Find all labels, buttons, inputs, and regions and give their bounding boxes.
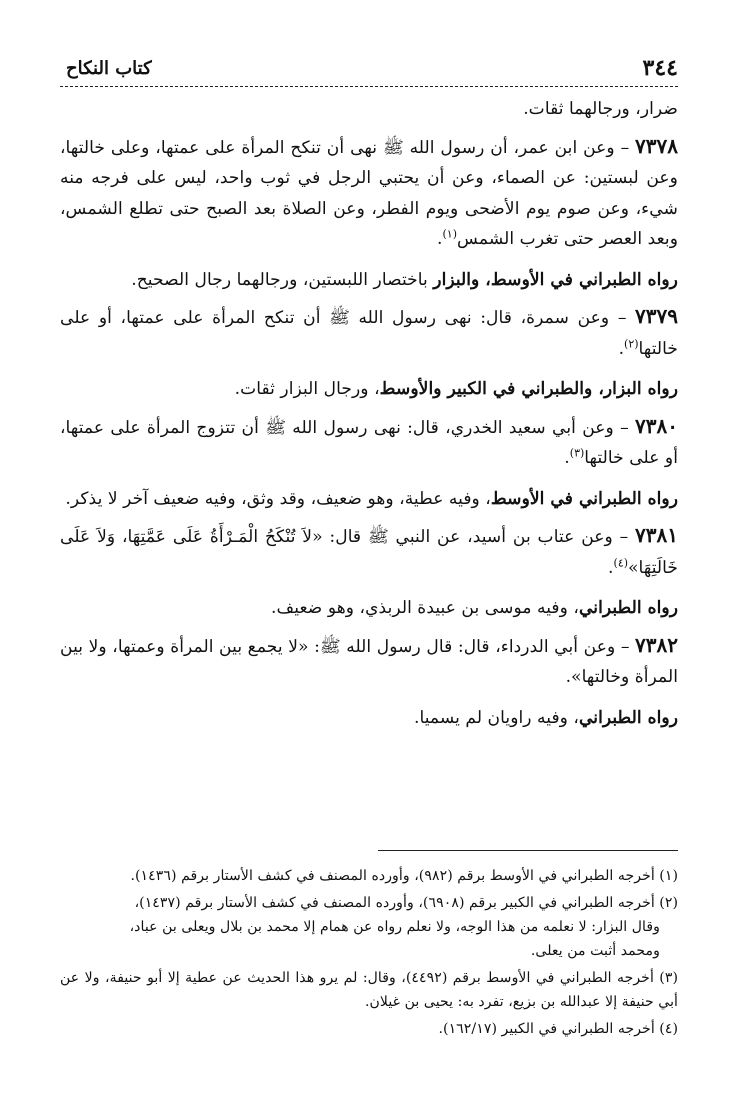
hadith-text: – وعن عتاب بن أسيد، عن النبي ﷺ قال: «لاَ تُنْكَحُ الْمَـرْأَةُ عَلَى عَمَّتِهَا، وَلاَ عَلَى خَالَتِهَا» — [60, 527, 678, 578]
footnote-2-continuation: وقال البزار: لا نعلمه من هذا الوجه، ولا نعلم رواه عن همام إلا محمد بن بلال ويعلى بن عباد، — [129, 919, 660, 935]
source-bold: رواه الطبراني في الأوسط، والبزار — [433, 269, 678, 290]
hadith-source — [60, 265, 678, 296]
page-header — [60, 50, 678, 87]
hadith-number: ٧٣٨٢ — [635, 632, 678, 657]
source-text: ، وفيه موسى بن عبيدة الربذي، وهو ضعيف. — [271, 598, 579, 618]
source-bold: رواه البزار، والطبراني في الكبير والأوسط — [379, 379, 678, 399]
hadith-7382 — [60, 630, 678, 693]
hadith-7380: ٧٣٨٠ – وعن أبي سعيد الخدري، قال: نهى رسول الله ﷺ أن تتزوج المرأة على عمتها، أو على خالتها$^{(٣)}$. — [60, 413, 679, 468]
footnote-2: (٢) أخرجه الطبراني في الكبير برقم (٦٩٠٨)، وأورده المصنف في كشف الأستار برقم (١٤٣٧)، — [134, 895, 678, 911]
hadith-number: ٧٣٧٩ — [635, 304, 678, 328]
page-number: ٣٤٤ — [642, 55, 678, 81]
source-text: ، وفيه راويان لم يسميا. — [414, 707, 579, 728]
footnote-4: (٤) أخرجه الطبراني في الكبير (١٦٢/١٧). — [438, 1021, 678, 1037]
footnote-ref: (٤) — [613, 555, 629, 569]
hadith-source — [60, 374, 678, 405]
hadith-number: ٧٣٨١ — [635, 523, 678, 547]
source-text: ، وفيه عطية، وهو ضعيف، وقد وثق، وفيه ضعيف آخر لا يذكر. — [65, 488, 491, 509]
hadith-number: ٧٣٧٨ — [635, 133, 678, 158]
footnote-3: (٣) أخرجه الطبراني في الأوسط برقم (٤٤٩٢)، وقال: لم يرو هذا الحديث عن عطية إلا أبو حنيفة، ولا عن أبي حنيفة إلا عبدالله بن بزيع، تفرد به: يحيى بن غيلان. — [60, 970, 679, 1010]
footnote-2-continuation: ومحمد أثبت من يعلى. — [530, 943, 660, 959]
page — [60, 50, 678, 1060]
footnote-1: (١) أخرجه الطبراني في الأوسط برقم (٩٨٢)، وأورده المصنف في كشف الأستار برقم (١٤٣٦). — [130, 868, 678, 884]
source-text: ، ورجال البزار ثقات. — [234, 379, 380, 399]
hadith-text: – وعن أبي سعيد الخدري، قال: نهى رسول الله ﷺ أن تتزوج المرأة على عمتها، أو على خالتها — [60, 417, 678, 468]
hadith-7381: ٧٣٨١ – وعن عتاب بن أسيد، عن النبي ﷺ قال: «لاَ تُنْكَحُ الْمَـرْأَةُ عَلَى عَمَّتِهَا، وَلاَ عَلَى خَالَتِهَا»$^{(٤)}$. — [60, 523, 678, 578]
hadith-7378: ٧٣٧٨ – وعن ابن عمر، أن رسول الله ﷺ نهى أن تنكح المرأة على عمتها، وعلى خالتها، وعن لبستين: عن الصماء، وعن أن يحتبي الرجل في ثوب واحد، ليس على فرجه منه شيء، وعن صوم يوم الأضحى ويوم الفطر، وعن الصلاة بعد الصبح حتى تطلع الشمس، وبعد العصر حتى تغرب الشمس$^{(١)}$. — [60, 133, 678, 249]
source-bold: رواه الطبراني — [578, 707, 678, 728]
hadith-7379: ٧٣٧٩ – وعن سمرة، قال: نهى رسول الله ﷺ أن تنكح المرأة على عمتها، أو على خالتها$^{(٢)}$. — [60, 304, 678, 359]
footnote-ref: (٢) — [624, 336, 639, 350]
source-bold: رواه الطبراني في الأوسط — [490, 488, 678, 509]
footnote-ref: (٣) — [569, 446, 585, 460]
hadith-text: – وعن أبي الدرداء، قال: قال رسول الله ﷺ: «لا يجمع بين المرأة وعمتها، ولا بين المرأة وخالتها». — [60, 636, 678, 687]
source-text: باختصار اللبستين، ورجالهما رجال الصحيح. — [131, 269, 434, 290]
paragraph-continuation: ضرار، ورجالهما ثقات. — [523, 99, 678, 119]
footnote-divider — [378, 850, 678, 851]
main-text — [60, 94, 678, 737]
hadith-text: – وعن سمرة، قال: نهى رسول الله ﷺ أن تنكح المرأة على عمتها، أو على خالتها — [60, 308, 678, 359]
footnotes — [60, 864, 678, 1044]
source-bold: رواه الطبراني — [578, 598, 678, 618]
footnote-ref: (١) — [442, 227, 457, 241]
hadith-source — [60, 593, 678, 624]
hadith-text: – وعن ابن عمر، أن رسول الله ﷺ نهى أن تنكح المرأة على عمتها، وعلى خالتها، وعن لبستين: عن الصماء، وعن أن يحتبي الرجل في ثوب واحد، ليس على فرجه منه شيء، وعن صوم يوم الأضحى ويوم الفطر، وعن الصلاة بعد الصبح حتى تطلع الشمس، وبعد العصر حتى تغرب الشمس — [60, 137, 678, 249]
hadith-number: ٧٣٨٠ — [635, 413, 679, 438]
hadith-source — [60, 484, 678, 515]
chapter-title: كتاب النكاح — [60, 58, 152, 79]
hadith-source — [60, 703, 678, 734]
